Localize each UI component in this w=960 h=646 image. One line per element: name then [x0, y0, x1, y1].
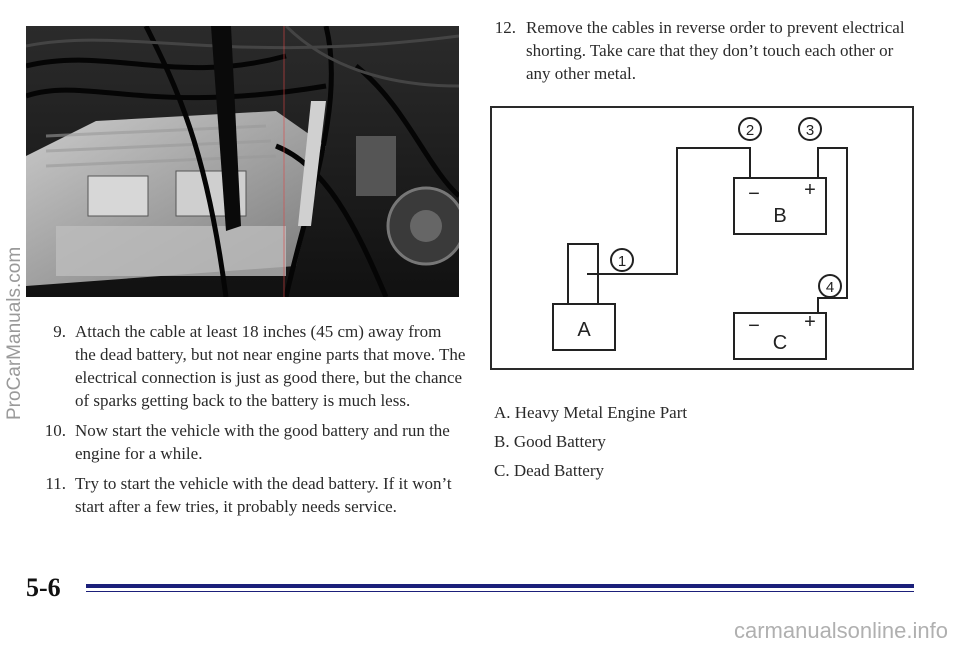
legend-item	[494, 427, 687, 456]
engine-bay-photo	[26, 26, 459, 297]
dead-battery-positive-terminal: +	[804, 311, 816, 333]
page-number: 5-6	[26, 573, 61, 602]
dead-battery-label: C	[772, 332, 788, 354]
step-number: 10.	[44, 421, 66, 440]
svg-text:3: 3	[805, 122, 815, 139]
callout-1	[611, 249, 633, 271]
step-10	[26, 419, 466, 465]
legend-item	[494, 456, 687, 485]
step-number: 11.	[45, 474, 66, 493]
step-9	[26, 320, 466, 412]
step-number: 12.	[494, 18, 516, 37]
legend-key: C.	[494, 461, 510, 480]
callout-3	[799, 118, 821, 140]
callout-2	[739, 118, 761, 140]
step-text: Now start the vehicle with the good battery and run the engine for a while.	[75, 421, 450, 463]
legend-text: Good Battery	[513, 432, 606, 451]
footer-rule	[86, 584, 914, 588]
good-battery-label: B	[773, 205, 787, 227]
diagram-legend	[494, 398, 687, 485]
step-12	[490, 16, 920, 85]
jump-start-diagram	[490, 106, 914, 370]
callout-4	[819, 275, 841, 297]
legend-key: B.	[494, 432, 510, 451]
legend-item	[494, 398, 687, 427]
engine-photo-graphic	[26, 26, 459, 297]
step-text: Remove the cables in reverse order to prevent electrical shorting. Take care that they don’t touch each other or any other metal.	[526, 18, 905, 83]
step-number: 9.	[53, 322, 66, 341]
svg-text:1: 1	[617, 253, 627, 270]
legend-key: A.	[494, 403, 511, 422]
bottom-watermark: carmanualsonline.info	[733, 618, 948, 643]
step-text: Attach the cable at least 18 inches (45 cm) away from the dead battery, but not near engine parts that move. The electrical connection is just as good there, but the chance of sparks getting back to the battery is much less.	[75, 322, 466, 410]
svg-text:2: 2	[745, 122, 755, 139]
dead-battery-negative-terminal: −	[748, 315, 760, 337]
side-watermark: ProCarManuals.com	[4, 246, 25, 420]
step-text: Try to start the vehicle with the dead battery. If it won’t start after a few tries, it probably needs service.	[75, 474, 452, 516]
step-12-block	[490, 16, 920, 92]
footer-rule-thin	[86, 591, 914, 592]
legend-text: Heavy Metal Engine Part	[514, 403, 688, 422]
engine-part-label: A	[577, 319, 591, 341]
steps-list	[26, 320, 466, 525]
legend-text: Dead Battery	[513, 461, 604, 480]
good-battery-positive-terminal: +	[804, 179, 816, 201]
good-battery-negative-terminal: −	[748, 183, 760, 205]
svg-text:4: 4	[825, 279, 835, 296]
step-11	[26, 472, 466, 518]
